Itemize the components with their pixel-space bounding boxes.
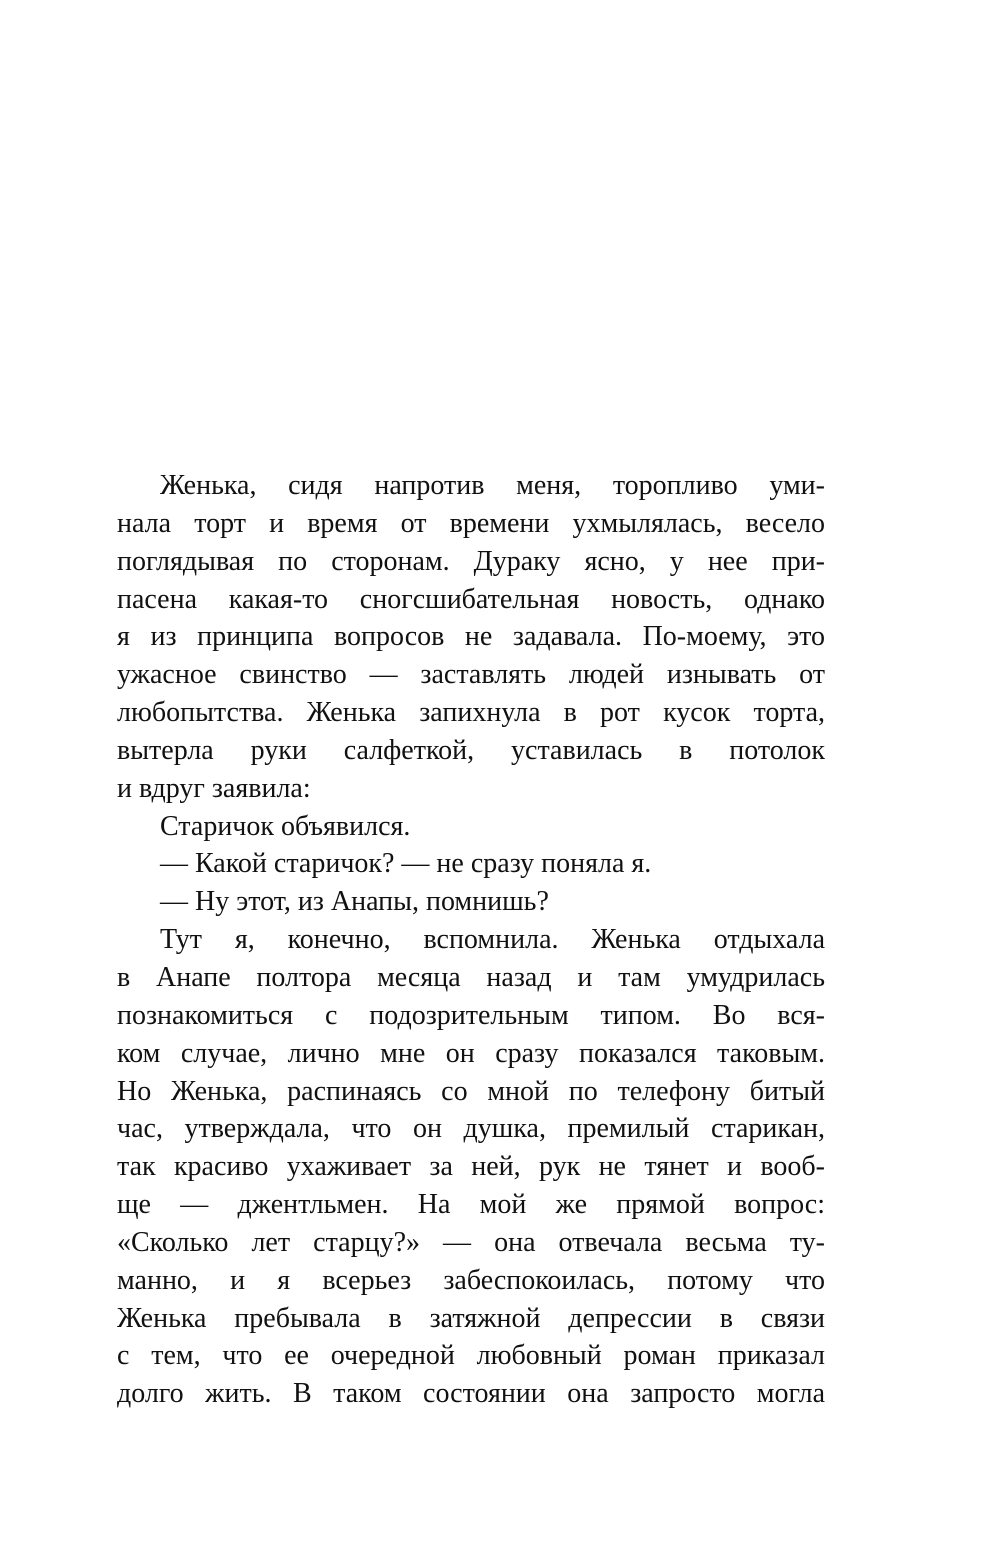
- text-line: нала торт и время от времени ухмылялась, весело: [117, 507, 825, 539]
- text-line: пасена какая-то сногсшибательная новость, однако: [117, 583, 825, 615]
- text-line: манно, и я всерьез забеспокоилась, потому что: [117, 1264, 825, 1296]
- text-line: познакомиться с подозрительным типом. Во вся-: [117, 999, 825, 1031]
- text-line: — Какой старичок? — не сразу поняла я.: [160, 848, 652, 880]
- text-line: любопытства. Женька запихнула в рот кусок торта,: [117, 697, 825, 729]
- text-line: Женька пребывала в затяжной депрессии в связи: [117, 1302, 825, 1334]
- text-line: вытерла руки салфеткой, уставилась в потолок: [117, 734, 825, 766]
- body-text: [117, 467, 825, 1413]
- text-line: долго жить. В таком состоянии она запросто могла: [117, 1378, 825, 1410]
- text-line: в Анапе полтора месяца назад и там умудрилась: [117, 961, 825, 993]
- text-line: ще — джентльмен. На мой же прямой вопрос:: [117, 1189, 825, 1221]
- text-line: ужасное свинство — заставлять людей изнывать от: [117, 659, 825, 691]
- text-line: Но Женька, распинаясь со мной по телефону битый: [117, 1075, 825, 1107]
- text-line: Тут я, конечно, вспомнила. Женька отдыхала: [160, 924, 825, 956]
- text-line: — Ну этот, из Анапы, помнишь?: [160, 886, 549, 918]
- text-line: и вдруг заявила:: [117, 772, 311, 804]
- text-line: час, утверждала, что он душка, премилый старикан,: [117, 1113, 825, 1145]
- text-line: я из принципа вопросов не задавала. По-моему, это: [117, 621, 825, 653]
- text-line: «Сколько лет старцу?» — она отвечала весьма ту-: [117, 1226, 825, 1258]
- text-line: Женька, сидя напротив меня, торопливо уми-: [160, 470, 825, 501]
- text-line: с тем, что ее очередной любовный роман приказал: [117, 1340, 825, 1372]
- text-line: так красиво ухаживает за ней, рук не тянет и вооб-: [117, 1151, 825, 1183]
- text-line: поглядывая по сторонам. Дураку ясно, у нее при-: [117, 545, 825, 577]
- text-line: Старичок объявился.: [160, 810, 411, 842]
- text-line: ком случае, лично мне он сразу показался таковым.: [117, 1037, 825, 1069]
